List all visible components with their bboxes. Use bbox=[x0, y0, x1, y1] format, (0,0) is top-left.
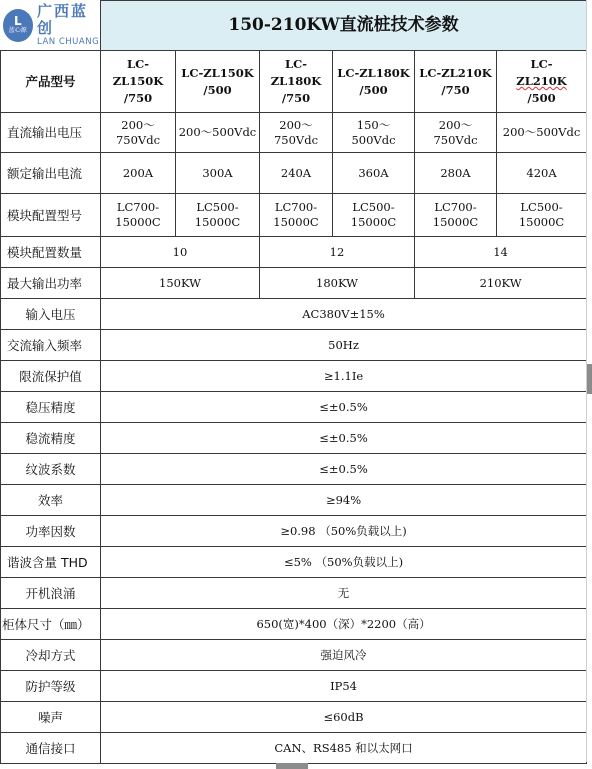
spec-row bbox=[1, 361, 587, 392]
row-label: 模块配置数量 bbox=[1, 237, 101, 268]
row-label: 通信接口 bbox=[1, 733, 101, 764]
row-label: 限流保护值 bbox=[1, 361, 101, 392]
value-cell: LC700- 15000C bbox=[415, 194, 497, 237]
value-cell: ≥0.98 （50%负载以上) bbox=[101, 516, 587, 547]
value-cell: LC500- 15000C bbox=[176, 194, 260, 237]
value-cell: 200～ 750Vdc bbox=[260, 113, 333, 153]
logo-mark-top: L bbox=[13, 14, 22, 29]
row-label: 额定输出电流 bbox=[1, 153, 101, 194]
side-resize-handle[interactable] bbox=[587, 364, 592, 394]
logo bbox=[1, 1, 101, 51]
row-label: 输入电压 bbox=[1, 299, 101, 330]
spec-row bbox=[1, 392, 587, 423]
value-cell: 200～500Vdc bbox=[176, 113, 260, 153]
row-label: 交流输入频率 bbox=[1, 330, 101, 361]
value-cell: 280A bbox=[415, 153, 497, 194]
value-cell: 10 bbox=[101, 237, 260, 268]
spec-row bbox=[1, 423, 587, 454]
row-label: 噪声 bbox=[1, 702, 101, 733]
row-label: 稳压精度 bbox=[1, 392, 101, 423]
value-cell: AC380V±15% bbox=[101, 299, 587, 330]
value-cell: 14 bbox=[415, 237, 587, 268]
value-cell: 150KW bbox=[101, 268, 260, 299]
dc-voltage-row bbox=[1, 113, 587, 153]
value-cell: ≤5% （50%负载以上) bbox=[101, 547, 587, 578]
spec-row bbox=[1, 485, 587, 516]
row-label: 最大输出功率 bbox=[1, 268, 101, 299]
rated-current-row bbox=[1, 153, 587, 194]
logo-mark-bottom: 蓝心源 bbox=[8, 27, 27, 35]
value-cell: ≥94% bbox=[101, 485, 587, 516]
row-label: 稳流精度 bbox=[1, 423, 101, 454]
value-cell: 无 bbox=[101, 578, 587, 609]
value-cell: ≤±0.5% bbox=[101, 454, 587, 485]
value-cell: LC700- 15000C bbox=[260, 194, 333, 237]
row-label: 谐波含量 THD bbox=[1, 547, 101, 578]
spec-row bbox=[1, 609, 587, 640]
spec-row bbox=[1, 702, 587, 733]
value-cell: 420A bbox=[497, 153, 587, 194]
value-cell: 12 bbox=[260, 237, 415, 268]
spec-row bbox=[1, 299, 587, 330]
value-cell: 210KW bbox=[415, 268, 587, 299]
spec-row bbox=[1, 733, 587, 764]
model-label: 产品型号 bbox=[1, 51, 101, 113]
row-label: 直流输出电压 bbox=[1, 113, 101, 153]
module-count-row bbox=[1, 237, 587, 268]
row-label: 开机浪涌 bbox=[1, 578, 101, 609]
row-label: 防护等级 bbox=[1, 671, 101, 702]
value-cell: 200～750Vdc bbox=[415, 113, 497, 153]
value-cell: CAN、RS485 和以太网口 bbox=[101, 733, 587, 764]
value-cell: ≤60dB bbox=[101, 702, 587, 733]
max-power-row bbox=[1, 268, 587, 299]
value-cell: 200A bbox=[101, 153, 176, 194]
value-cell: IP54 bbox=[101, 671, 587, 702]
title-row bbox=[1, 1, 587, 51]
row-label: 功率因数 bbox=[1, 516, 101, 547]
model-cell: LC-ZL150K /750 bbox=[101, 51, 176, 113]
company-logo-icon bbox=[3, 9, 34, 42]
row-label: 冷却方式 bbox=[1, 640, 101, 671]
value-cell: 200～500Vdc bbox=[497, 113, 587, 153]
value-cell: 强迫风冷 bbox=[101, 640, 587, 671]
value-cell: 650(宽)*400（深）*2200（高） bbox=[101, 609, 587, 640]
spec-row bbox=[1, 516, 587, 547]
model-cell: LC-ZL210K /750 bbox=[415, 51, 497, 113]
value-cell: ≥1.1Ie bbox=[101, 361, 587, 392]
value-cell: 360A bbox=[333, 153, 415, 194]
row-label: 效率 bbox=[1, 485, 101, 516]
row-label: 模块配置型号 bbox=[1, 194, 101, 237]
spec-row bbox=[1, 640, 587, 671]
row-label: 柜体尺寸（㎜） bbox=[1, 609, 101, 640]
value-cell: 50Hz bbox=[101, 330, 587, 361]
value-cell: 240A bbox=[260, 153, 333, 194]
module-model-row bbox=[1, 194, 587, 237]
value-cell: ≤±0.5% bbox=[101, 392, 587, 423]
value-cell: 150～500Vdc bbox=[333, 113, 415, 153]
spec-row bbox=[1, 454, 587, 485]
page-title: 150-210KW直流桩技术参数 bbox=[101, 1, 587, 51]
bottom-resize-handle[interactable] bbox=[276, 763, 308, 769]
spec-row bbox=[1, 578, 587, 609]
value-cell: 300A bbox=[176, 153, 260, 194]
model-cell: LC-ZL180K /750 bbox=[260, 51, 333, 113]
value-cell: LC700- 15000C bbox=[101, 194, 176, 237]
value-cell: LC500- 15000C bbox=[333, 194, 415, 237]
value-cell: 200～ 750Vdc bbox=[101, 113, 176, 153]
spec-row bbox=[1, 330, 587, 361]
model-cell: LC-ZL150K /500 bbox=[176, 51, 260, 113]
value-cell: ≤±0.5% bbox=[101, 423, 587, 454]
spec-row bbox=[1, 671, 587, 702]
spec-row bbox=[1, 547, 587, 578]
model-cell: LC- ZL210K /500 bbox=[497, 51, 587, 113]
logo-name-en: LAN CHUANG bbox=[37, 36, 100, 47]
model-row bbox=[1, 51, 587, 113]
model-cell: LC-ZL180K /500 bbox=[333, 51, 415, 113]
row-label: 纹波系数 bbox=[1, 454, 101, 485]
value-cell: 180KW bbox=[260, 268, 415, 299]
value-cell: LC500-15000C bbox=[497, 194, 587, 237]
logo-name-cn: 广西蓝创 bbox=[37, 1, 89, 37]
